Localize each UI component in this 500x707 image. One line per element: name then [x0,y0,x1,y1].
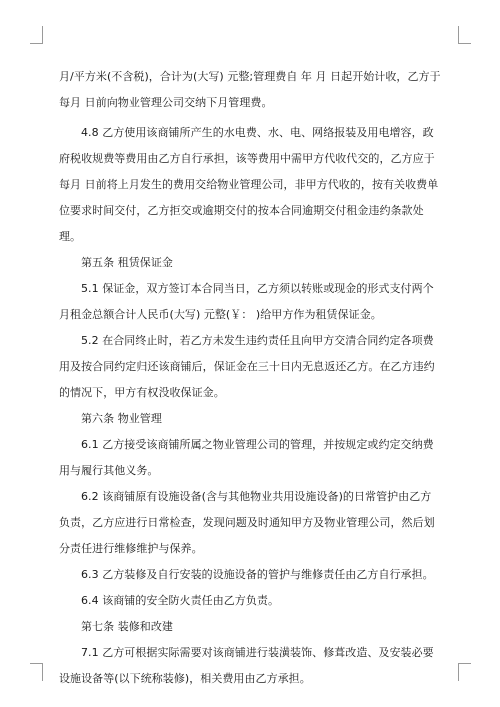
crop-mark-top-left [30,26,43,44]
crop-mark-bottom-right [458,663,471,681]
paragraph-6-2: 6.2 该商铺原有设施设备(含与其他物业共用设施设备)的日常管护由乙方负责，乙方应进行日常检查，发现问题及时通知甲方及物业管理公司，然后划分责任进行维修维护与保养。 [59,490,435,555]
paragraph-7-1: 7.1 乙方可根据实际需要对该商铺进行装潢装饰、修葺改造、及安装必要设施设备等(以下统称装修)，相关费用由乙方承担。 [59,646,434,685]
paragraph-6-1: 6.1 乙方接受该商铺所属之物业管理公司的管理，并按规定或约定交纳费用与履行其他义务。 [59,438,434,477]
crop-mark-bottom-left [30,663,43,681]
paragraph-6-4: 6.4 该商铺的安全防火责任由乙方负责。 [81,594,279,607]
document-body [59,64,442,692]
paragraph-5-2: 5.2 在合同终止时，若乙方未发生违约责任且向甲方交清合同约定各项费用及按合同约定归还该商铺后，保证金在三十日内无息返还乙方。在乙方违约的情况下，甲方有权没收保证金。 [59,334,435,399]
crop-mark-top-right [458,26,471,44]
paragraph-4-8: 4.8 乙方使用该商铺所产生的水电费、水、电、网络报装及用电增容，政府税收规费等费用由乙方自行承担，该等费用中需甲方代收代交的，乙方应于每月 日前将上月发生的费用交给物业管理公司，非甲方代收的，按有关收费单位要求时间交付，乙方拒交或逾期交付的按本合同逾期交付租金违约条款处理。 [59,126,439,243]
paragraph-5-1: 5.1 保证金，双方签订本合同当日，乙方须以转账或现金的形式支付两个月租金总额合计人民币(大写) 元整(￥： )给甲方作为租赁保证金。 [59,282,434,321]
paragraph-management-fee-continued: 月/平方米(不含税)，合计为(大写) 元整;管理费自 年 月 日起开始计收，乙方于每月 日前向物业管理公司交纳下月管理费。 [59,70,441,109]
section-heading-6: 第六条 物业管理 [81,412,162,425]
section-heading-7: 第七条 装修和改建 [81,620,173,633]
paragraph-6-3: 6.3 乙方装修及自行安装的设施设备的管护与维修责任由乙方自行承担。 [81,568,434,581]
section-heading-5: 第五条 租赁保证金 [81,256,173,269]
